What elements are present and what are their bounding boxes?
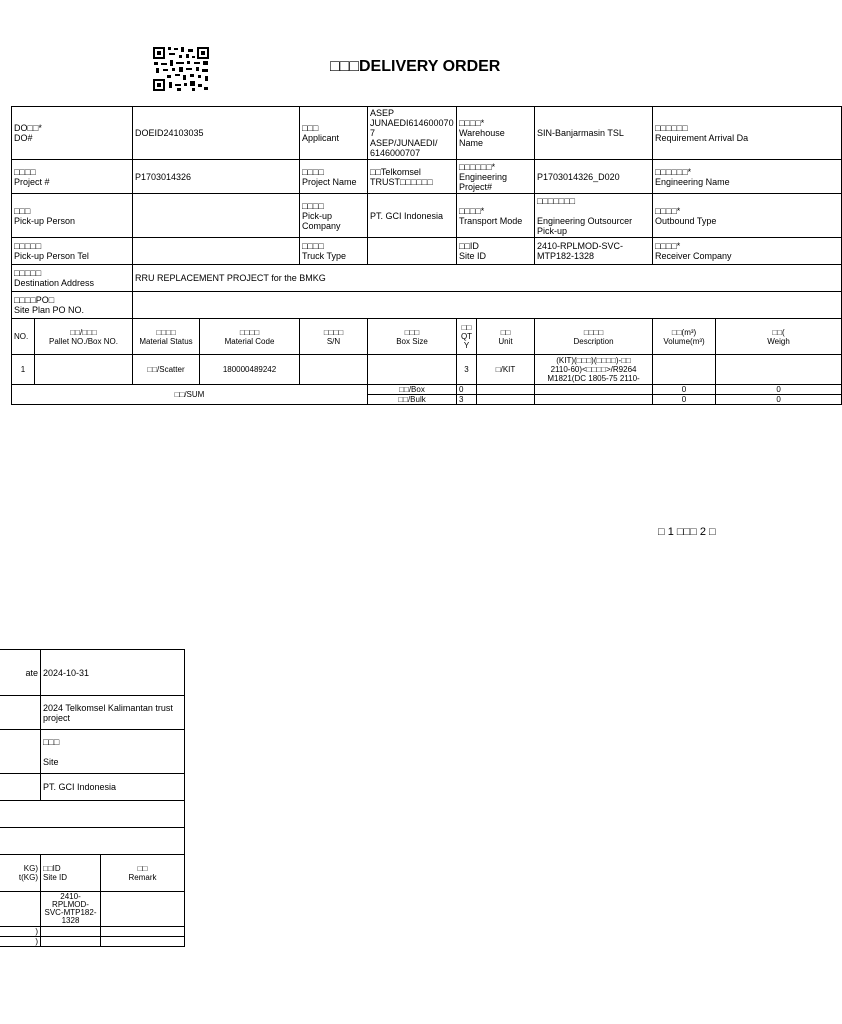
sum-box-weight: 0: [716, 385, 842, 395]
site-plan-po-value: [133, 292, 842, 319]
item-qty: 3: [457, 355, 477, 385]
applicant-value: ASEP JUNAEDI614600070 7 ASEP/JUNAEDI/ 6146000707: [368, 107, 457, 160]
outbound-type-value: □□□ Site: [41, 730, 185, 774]
item-volume: [653, 355, 716, 385]
item-status: □□/Scatter: [133, 355, 200, 385]
item-site-id: 2410- RPLMOD- SVC-MTP182- 1328: [41, 892, 101, 927]
destination-value: RRU REPLACEMENT PROJECT for the BMKG: [133, 265, 842, 292]
item-no: 1: [12, 355, 35, 385]
item-sn: [300, 355, 368, 385]
item-pallet: [35, 355, 133, 385]
do-number-value: DOEID24103035: [133, 107, 300, 160]
destination-label: □□□□□ Destination Address: [12, 265, 133, 292]
sum-bulk-label: □□/Bulk: [368, 395, 457, 405]
requirement-arrival-label: □□□□□□ Requirement Arrival Da: [653, 107, 842, 160]
sum-bulk-volume: 0: [653, 395, 716, 405]
item-unit: □/KIT: [477, 355, 535, 385]
engineering-project-label: □□□□□□* Engineering Project#: [457, 160, 535, 194]
pickup-person-value: [133, 194, 300, 238]
pickup-tel-value: [133, 238, 300, 265]
site-plan-po-label: □□□□PO□ Site Plan PO NO.: [12, 292, 133, 319]
project-name-value: □□Telkomsel TRUST□□□□□□: [368, 160, 457, 194]
project-name-label: □□□□ Project Name: [300, 160, 368, 194]
sum-bulk-weight: 0: [716, 395, 842, 405]
col-volume: □□(m³) Volume(m³): [653, 319, 716, 355]
col-site-id: □□ID Site ID: [41, 855, 101, 892]
col-box-size: □□□ Box Size: [368, 319, 457, 355]
col-sn: □□□□ S/N: [300, 319, 368, 355]
applicant-label: □□□ Applicant: [300, 107, 368, 160]
do-number-label: DO□□* DO#: [12, 107, 133, 160]
col-description: □□□□ Description: [535, 319, 653, 355]
item-weight: [716, 355, 842, 385]
engineering-project-value: P1703014326_D020: [535, 160, 653, 194]
col-qty: □□ QT Y: [457, 319, 477, 355]
sum-label: □□/SUM: [12, 385, 368, 405]
engineering-name-value: 2024 Telkomsel Kalimantan trust project: [41, 696, 185, 730]
col-remark: □□ Remark: [101, 855, 185, 892]
col-material-status: □□□□ Material Status: [133, 319, 200, 355]
delivery-order-table: [11, 106, 790, 404]
site-id-value: 2410-RPLMOD-SVC- MTP182-1328: [535, 238, 653, 265]
pickup-company-value: PT. GCI Indonesia: [368, 194, 457, 238]
col-no: NO.: [12, 319, 35, 355]
project-number-label: □□□□ Project #: [12, 160, 133, 194]
col-weight: □□( Weigh: [716, 319, 842, 355]
transport-mode-value: □□□□□□□ Engineering Outsourcer Pick-up: [535, 194, 653, 238]
item-code: 180000489242: [200, 355, 300, 385]
qr-code-icon: [152, 46, 210, 92]
engineering-name-label: □□□□□□* Engineering Name: [653, 160, 842, 194]
page-title: □□□DELIVERY ORDER: [330, 58, 501, 75]
sum-bulk-qty: 3: [457, 395, 477, 405]
warehouse-value: SIN-Banjarmasin TSL: [535, 107, 653, 160]
project-number-value: P1703014326: [133, 160, 300, 194]
sum-box-label: □□/Box: [368, 385, 457, 395]
outbound-type-label: □□□□* Outbound Type: [653, 194, 842, 238]
truck-type-value: [368, 238, 457, 265]
truck-type-label: □□□□ Truck Type: [300, 238, 368, 265]
pickup-person-label: □□□ Pick-up Person: [12, 194, 133, 238]
pickup-tel-label: □□□□□ Pick-up Person Tel: [12, 238, 133, 265]
sum-bulk-weight-tail: ): [0, 937, 41, 947]
sum-box-volume: 0: [653, 385, 716, 395]
col-pallet: □□/□□□ Pallet NO./Box NO.: [35, 319, 133, 355]
sum-box-qty: 0: [457, 385, 477, 395]
col-unit: □□ Unit: [477, 319, 535, 355]
transport-mode-label: □□□□* Transport Mode: [457, 194, 535, 238]
receiver-company-label: □□□□* Receiver Company: [653, 238, 842, 265]
requirement-arrival-label-tail: ate: [0, 650, 41, 696]
page-number: □ 1 □□□ 2 □: [658, 526, 716, 538]
col-material-code: □□□□ Material Code: [200, 319, 300, 355]
site-id-label: □□ID Site ID: [457, 238, 535, 265]
receiver-company-value: PT. GCI Indonesia: [41, 774, 185, 801]
item-description: (KIT)(□□□)(□□□□)-□□ 2110-60)<□□□□>/R9264 M1821(DC 1805-75 2110-: [535, 355, 653, 385]
item-box-size: [368, 355, 457, 385]
sum-box-weight-tail: ): [0, 927, 41, 937]
table-row: [12, 355, 842, 385]
pickup-company-label: □□□□ Pick-up Company: [300, 194, 368, 238]
page-2-continuation: [0, 649, 186, 946]
requirement-arrival-value: 2024-10-31: [41, 650, 185, 696]
warehouse-label: □□□□* Warehouse Name: [457, 107, 535, 160]
weight-header-tail: KG) t(KG): [0, 855, 41, 892]
